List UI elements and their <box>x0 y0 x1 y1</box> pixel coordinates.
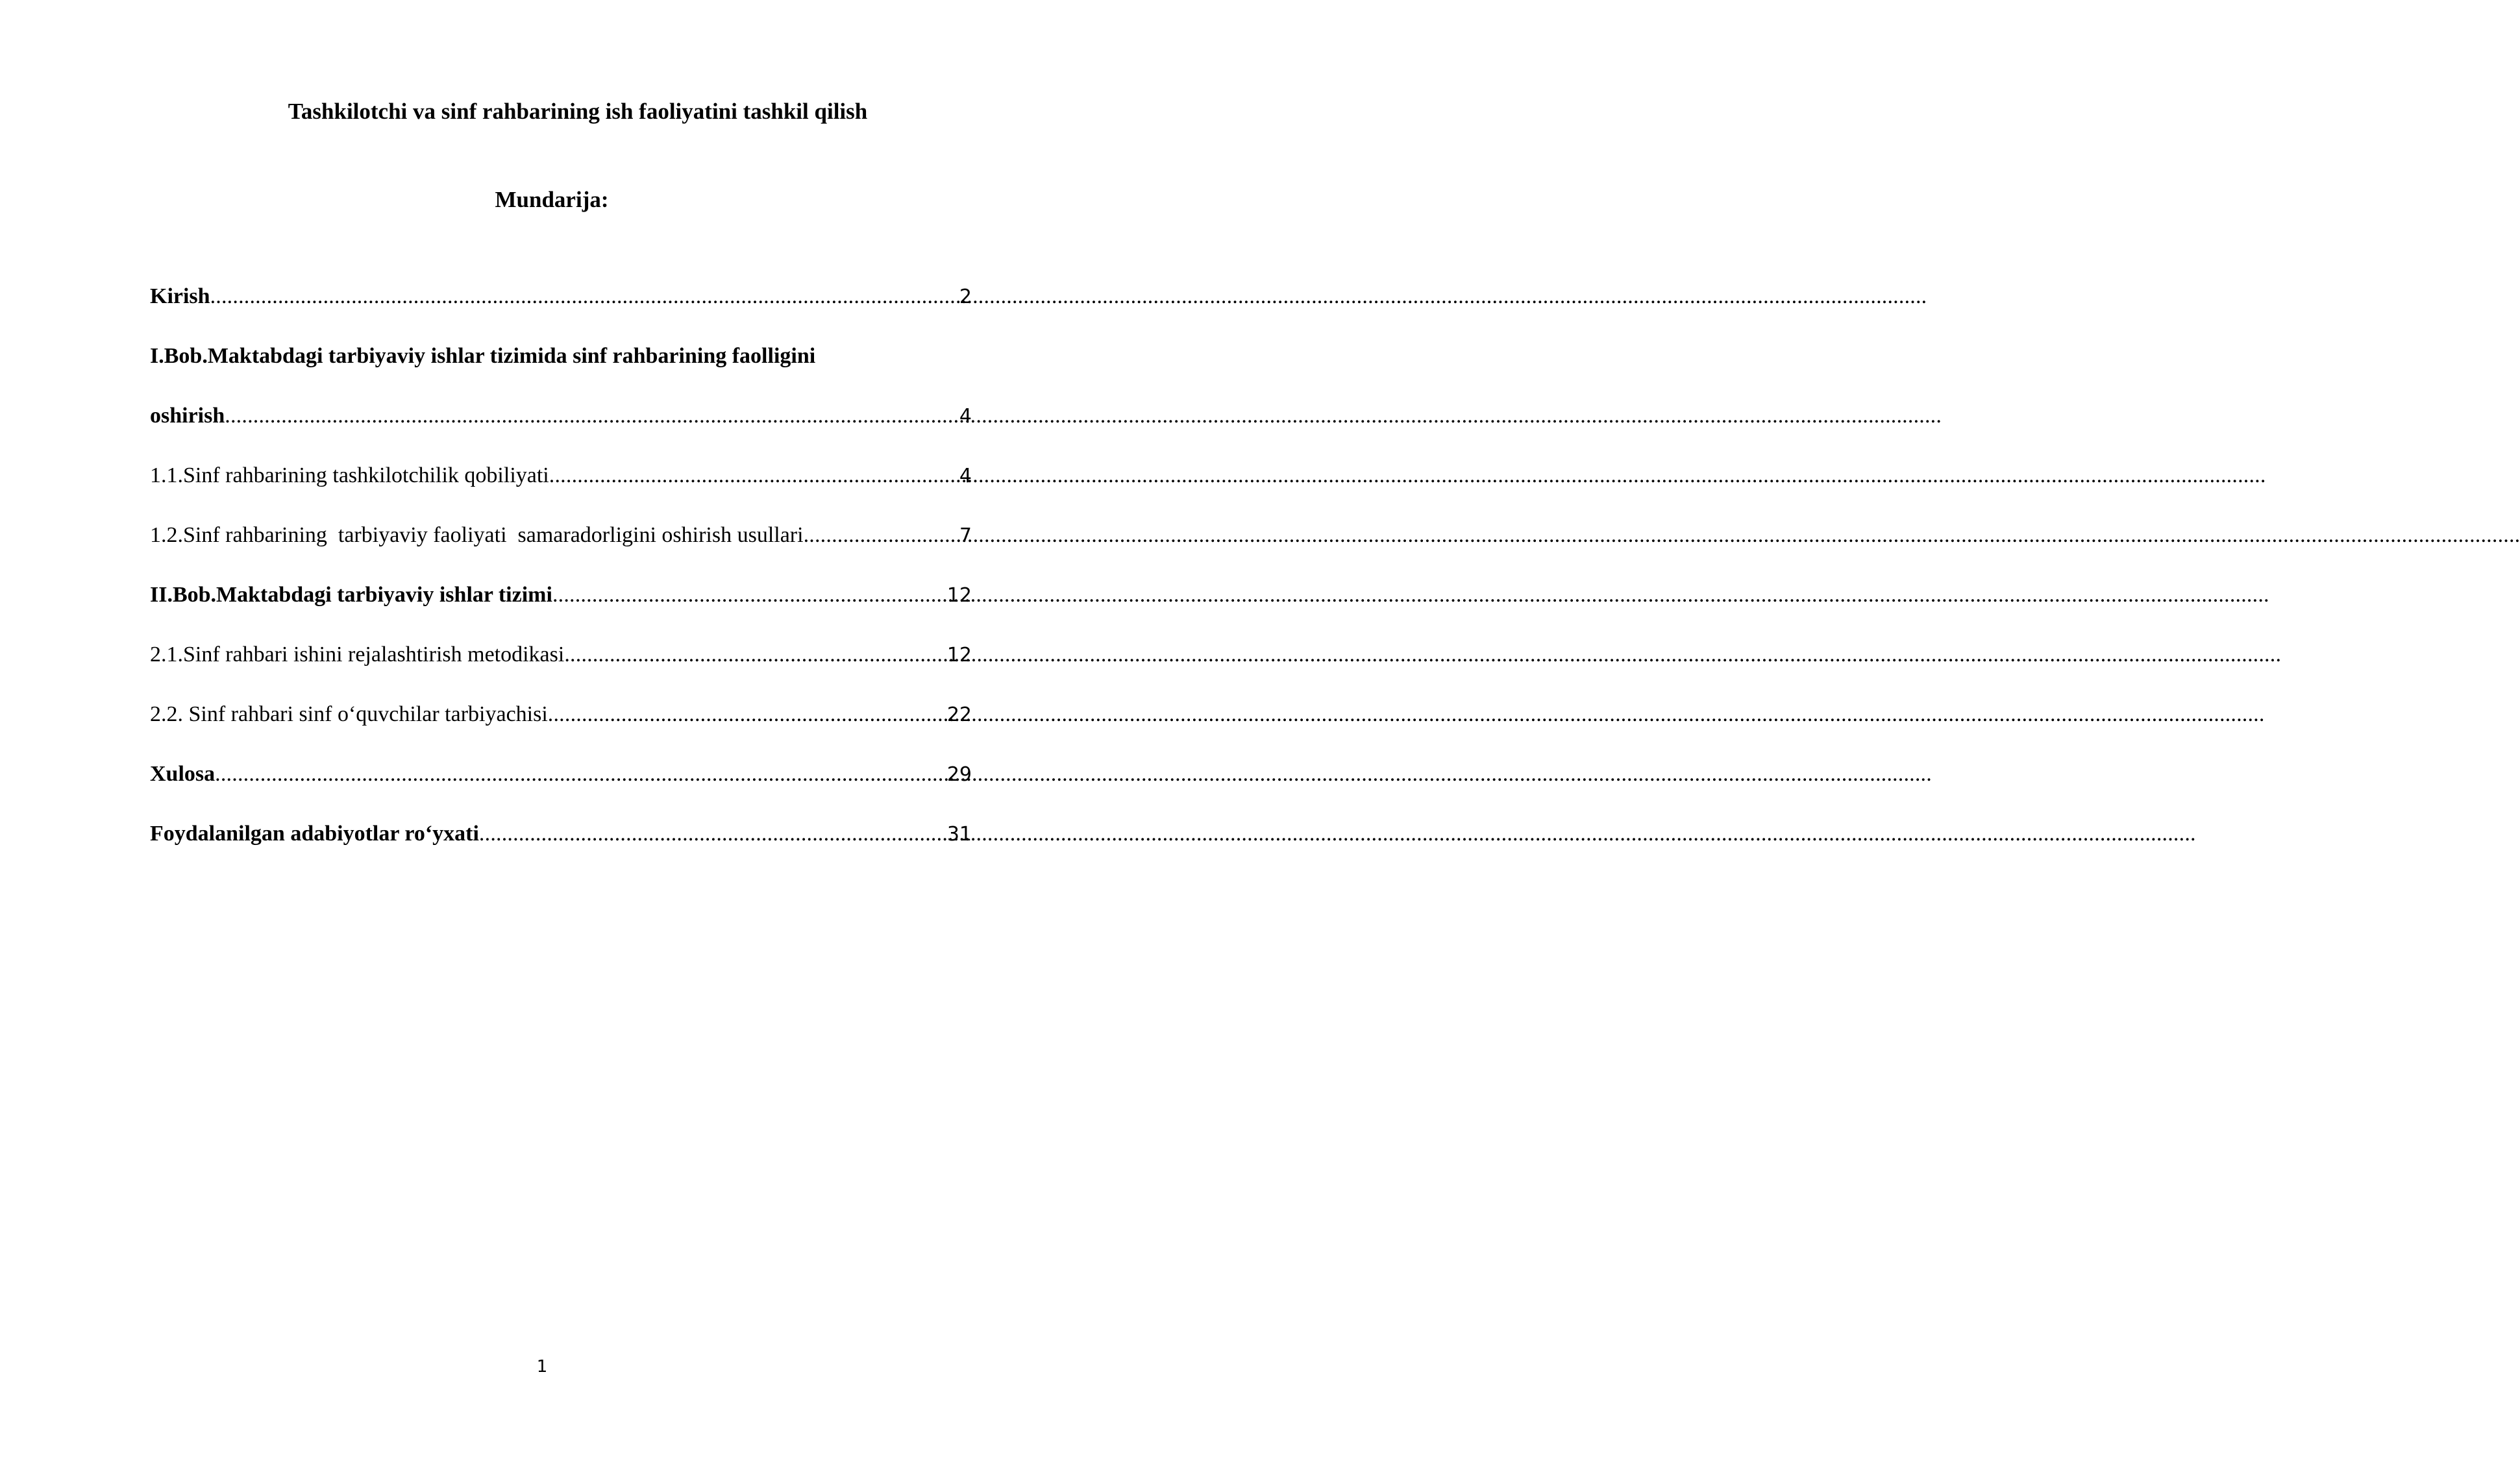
toc-entry-chapter-2[interactable] <box>150 580 972 639</box>
toc-page-number: 29 <box>946 763 972 786</box>
toc-dot-leader <box>804 520 959 551</box>
toc-entry-label: II.Bob.Maktabdagi tarbiyaviy ishlar tizimi <box>150 583 552 607</box>
toc-entry-label: I.Bob.Maktabdagi tarbiyaviy ishlar tizimida sinf rahbarining faolligini <box>150 344 816 368</box>
toc-page-number: 12 <box>946 644 972 667</box>
toc-page-number: 7 <box>959 524 972 547</box>
toc-dot-leader <box>479 818 947 850</box>
toc-entry-section-2-2[interactable] <box>150 699 972 759</box>
toc-entry-label: 2.1.Sinf rahbari ishini rejalashtirish metodikasi <box>150 642 565 667</box>
toc-entry-label: Xulosa <box>150 762 216 786</box>
toc-entry-label: 1.2.Sinf rahbarining tarbiyaviy faoliyati samaradorligini oshirish usullari <box>150 523 804 547</box>
toc-entry-label: 1.1.Sinf rahbarining tashkilotchilik qobiliyati <box>150 463 549 487</box>
toc-dot-leader <box>210 281 959 312</box>
table-of-contents <box>150 281 972 878</box>
page-number: 1 <box>536 1357 548 1376</box>
toc-dot-leader <box>215 759 947 790</box>
toc-dot-leader <box>549 460 959 491</box>
toc-entry-section-2-1[interactable] <box>150 639 972 699</box>
toc-dot-leader <box>225 400 959 432</box>
toc-page-number: 12 <box>946 584 972 607</box>
toc-page-number: 22 <box>946 703 972 726</box>
toc-entry-xulosa[interactable] <box>150 759 972 818</box>
toc-entry-label: Kirish <box>150 284 210 308</box>
toc-dot-leader <box>564 639 946 670</box>
toc-entry-references[interactable] <box>150 818 972 878</box>
toc-dot-leader <box>552 580 947 611</box>
toc-entry-chapter-1-continued[interactable] <box>150 400 972 460</box>
toc-entry-section-1-1[interactable] <box>150 460 972 520</box>
toc-page-number: 4 <box>959 465 972 487</box>
toc-entry-label: oshirish <box>150 404 225 428</box>
toc-entry-label: Foydalanilgan adabiyotlar ro‘yxati <box>150 822 479 846</box>
toc-entry-chapter-1[interactable] <box>150 341 972 400</box>
toc-entry-section-1-2[interactable] <box>150 520 972 580</box>
toc-page-number: 4 <box>959 405 972 428</box>
toc-dot-leader <box>548 699 947 730</box>
toc-page-number: 2 <box>959 286 972 308</box>
toc-heading: Mundarija: <box>495 187 609 212</box>
toc-entry-kirish[interactable] <box>150 281 972 341</box>
document-title: Tashkilotchi va sinf rahbarining ish faoliyatini tashkil qilish <box>288 99 868 124</box>
toc-page-number: 31 <box>946 823 972 846</box>
toc-entry-label: 2.2. Sinf rahbari sinf o‘quvchilar tarbiyachisi <box>150 702 548 726</box>
